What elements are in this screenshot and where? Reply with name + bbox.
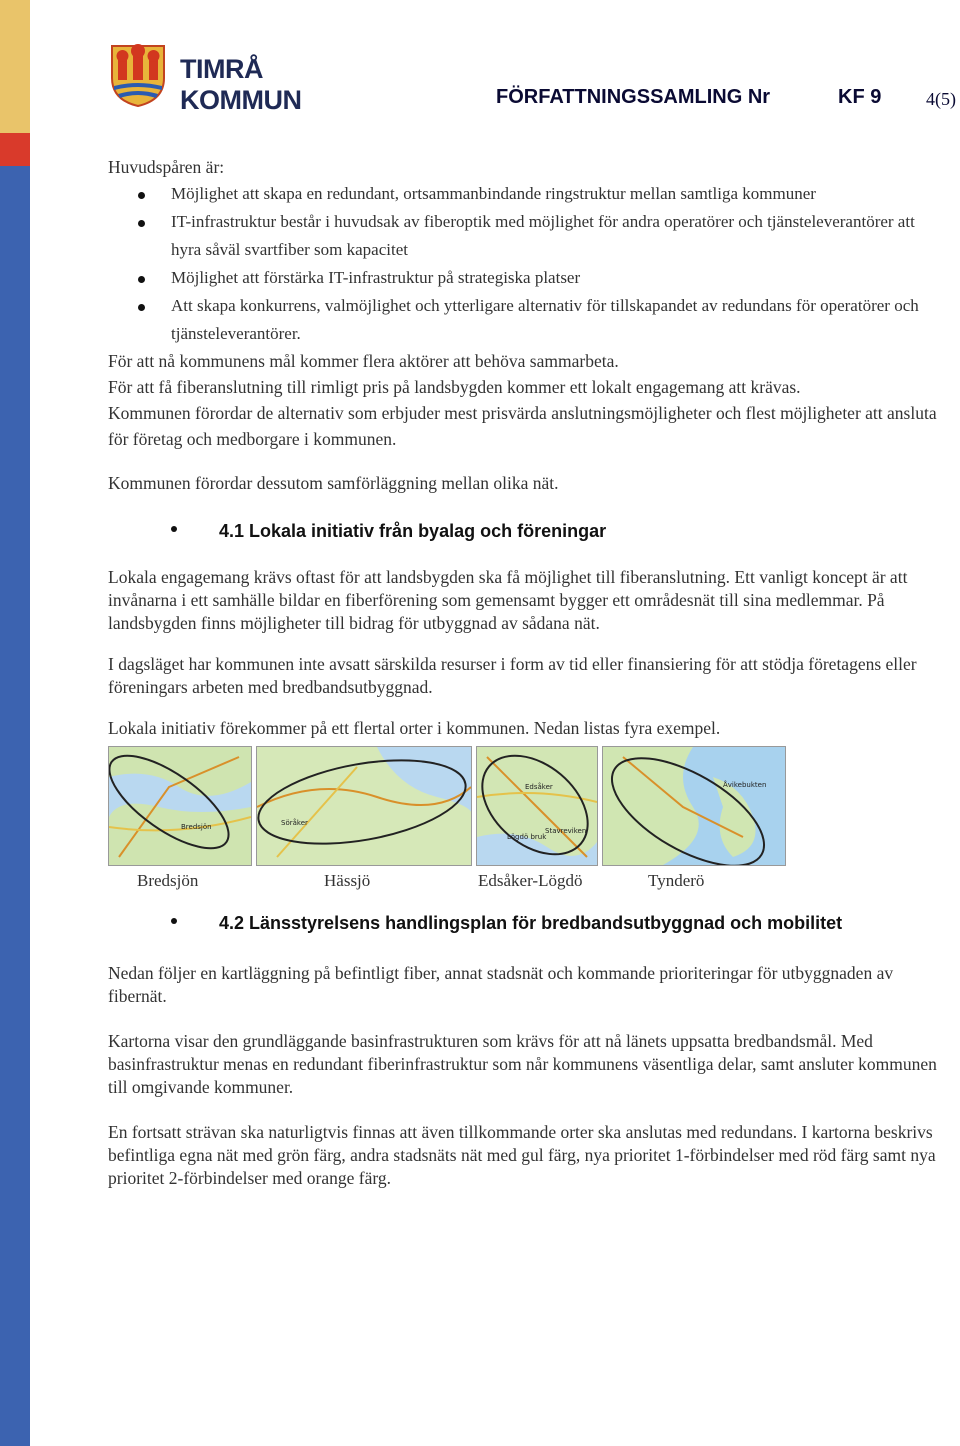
list-item: Möjlighet att förstärka IT-infrastruktur på strategiska platser (108, 264, 946, 292)
list-item: Att skapa konkurrens, valmöjlighet och ytterligare alternativ för tillskapandet av redundans för operatörer och tjänsteleverantörer. (108, 292, 946, 348)
map-place-label: Söråker (281, 819, 308, 827)
paragraph: Kommunen förordar dessutom samförläggning mellan olika nät. (108, 473, 559, 493)
municipality-logo (108, 44, 378, 115)
side-stripe-yellow (0, 0, 30, 133)
map-tyndero (602, 746, 786, 866)
map-place-label: Bredsjön (181, 823, 212, 831)
section-heading-4-2: 4.2 Länsstyrelsens handlingsplan för bredbandsutbyggnad och mobilitet (108, 910, 946, 936)
paragraph: Kommunen förordar de alternativ som erbjuder mest prisvärda anslutningsmöjligheter och flest möjligheter att ansluta för företag och medborgare i kommunen. (108, 403, 937, 449)
section-heading-4-1: 4.1 Lokala initiativ från byalag och föreningar (108, 518, 946, 544)
paragraph: För att få fiberanslutning till rimligt pris på landsbygden kommer ett lokalt engagemang att krävas. (108, 377, 801, 397)
map-place-label: Edsåker (525, 783, 553, 791)
list-item: IT-infrastruktur består i huvudsak av fiberoptik med möjlighet för andra operatörer och tjänsteleverantörer att hyra såväl svartfiber som kapacitet (108, 208, 946, 264)
map-bredsjon (108, 746, 252, 866)
list-item: Möjlighet att skapa en redundant, ortsammanbindande ringstruktur mellan samtliga kommuner (108, 180, 946, 208)
coat-of-arms-icon (108, 44, 168, 108)
logo-text: TIMRÅ KOMMUN (180, 54, 302, 115)
paragraph: Lokala initiativ förekommer på ett flertal orter i kommunen. Nedan listas fyra exempel. (108, 718, 721, 738)
paragraph: Lokala engagemang krävs oftast för att landsbygden ska få möjlighet till fiberanslutning. Ett vanligt koncept är att invånarna i ett samhälle bildar en fiberförening som gemensamt bygger ett områdesnät till sina medlemmar. På landsbygden finns möjligheter till bidrag för utbyggnad av sådana nät. (108, 567, 908, 633)
map-hassjo (256, 746, 472, 866)
map-edsaker-logdo (476, 746, 598, 866)
map-caption: Bredsjön (137, 871, 199, 890)
map-place-label: Lögdö bruk (507, 833, 547, 841)
map-caption: Edsåker-Lögdö (478, 871, 583, 890)
paragraph: Kartorna visar den grundläggande basinfrastrukturen som krävs för att nå länets uppsatta bredbandsmål. Med basinfrastruktur menas en redundant fiberinfrastruktur som når kommunens väsentliga delar, samt ansluter kommunen till omgivande kommuner. (108, 1031, 937, 1097)
map-captions (108, 866, 946, 892)
side-stripe-blue (0, 166, 30, 1446)
paragraph: Nedan följer en kartläggning på befintligt fiber, annat stadsnät och kommande prioriteringar för utbyggnaden av fibernät. (108, 963, 894, 1006)
paragraph: I dagsläget har kommunen inte avsatt särskilda resurser i form av tid eller finansiering för att stödja företagens eller föreningars arbeten med bredbandsutbyggnad. (108, 654, 917, 697)
side-stripe-red (0, 133, 30, 166)
document-number: KF 9 (838, 86, 882, 108)
document-body (108, 154, 946, 1208)
main-tracks-list (108, 180, 946, 348)
page-number: 4(5) (926, 89, 956, 109)
example-maps (108, 746, 946, 866)
paragraph: För att nå kommunens mål kommer flera aktörer att behöva sammarbeta. (108, 351, 619, 371)
map-place-label: Stavreviken (545, 827, 587, 835)
intro-text: Huvudspåren är: (108, 157, 225, 177)
paragraph: En fortsatt strävan ska naturligtvis finnas att även tillkommande orter ska anslutas med redundans. I kartorna beskrivs befintliga egna nät med grön färg, andra stadsnäts nät med gul färg, nya prioritet 1-förbindelser med röd färg samt nya prioritet 2-förbindelser med orange färg. (108, 1122, 936, 1188)
collection-title: FÖRFATTNINGSSAMLING Nr (496, 86, 771, 108)
map-caption: Tynderö (648, 871, 705, 890)
map-caption: Hässjö (324, 871, 371, 890)
map-place-label: Åvikebukten (723, 781, 767, 789)
